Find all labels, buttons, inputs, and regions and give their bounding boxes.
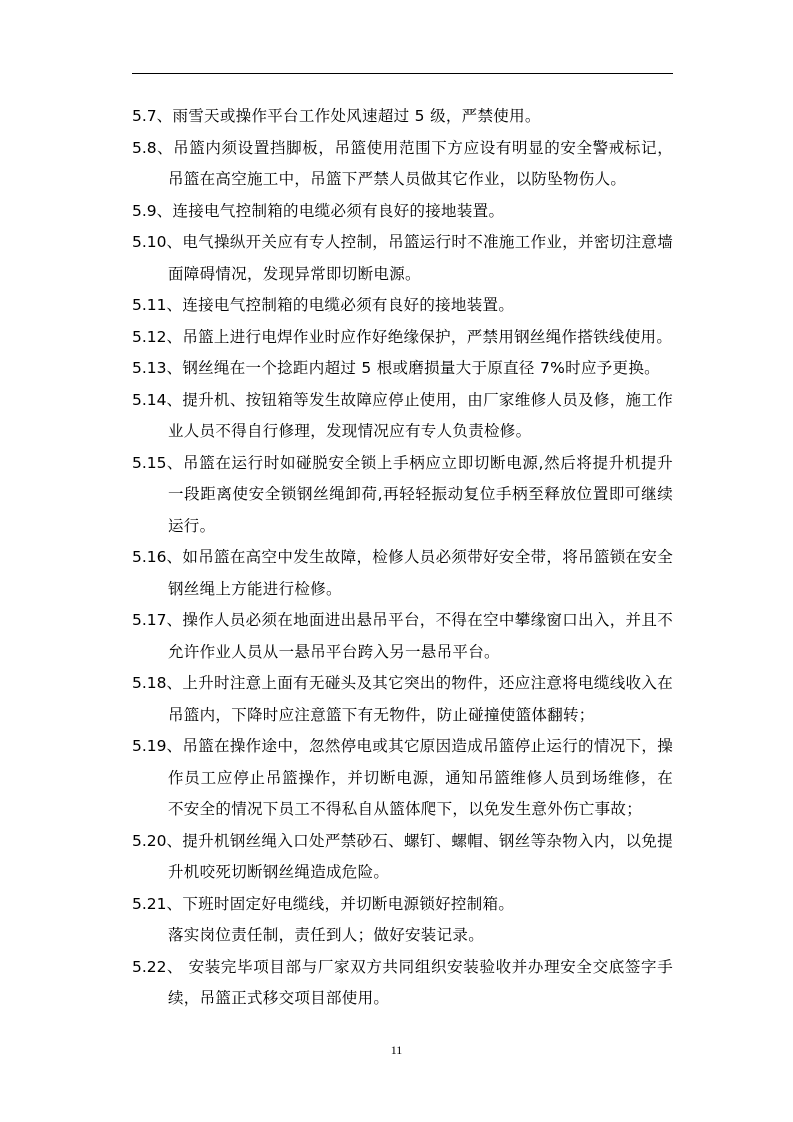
item-text: 、吊篮在运行时如碰脱安全锁上手柄应立即切断电源,然后将提升机提升一段距离使安全锁钢丝绳卸荷,再轻轻振动复位手柄至释放位置即可继续运行。 [166,453,673,535]
item-number: 5.22 [132,957,167,976]
list-item-5-14 [132,385,673,448]
item-text: 、连接电气控制箱的电缆必须有良好的接地装置。 [156,201,505,220]
list-item-5-8 [132,133,673,196]
item-text: 、雨雪天或操作平台工作处风速超过 5 级，严禁使用。 [156,107,541,125]
item-text: 、上升时注意上面有无碰头及其它突出的物件，还应注意将电缆线收入在吊篮内，下降时应注意篮下有无物件，防止碰撞使篮体翻转； [166,674,673,724]
item-number: 5.10 [132,233,167,251]
document-body [132,101,673,1015]
list-item-5-15 [132,448,673,543]
list-item-5-16 [132,542,673,605]
item-text: 、提升机、按钮箱等发生故障应停止使用，由厂家维修人员及修，施工作业人员不得自行修理，发现情况应有专人负责检修。 [166,390,673,440]
item-number: 5.14 [132,390,167,409]
list-item-5-11 [132,290,673,322]
list-item-5-13 [132,353,673,385]
header-rule [132,73,673,74]
item-text: 、吊篮内须设置挡脚板，吊篮使用范围下方应设有明显的安全警戒标记，吊篮在高空施工中，吊篮下严禁人员做其它作业，以防坠物伤人。 [156,138,673,188]
list-item-5-21 [132,889,673,921]
item-number: 5.16 [132,548,167,566]
item-text: 、提升机钢丝绳入口处严禁砂石、螺钉、螺帽、钢丝等杂物入内，以免提升机咬死切断钢丝绳造成危险。 [166,831,673,881]
note-line: 落实岗位责任制，责任到人；做好安装记录。 [168,926,485,944]
item-text: 、下班时固定好电缆线，并切断电源锁好控制箱。 [166,894,515,913]
item-number: 5.21 [132,894,167,913]
item-text: 、电气操纵开关应有专人控制，吊篮运行时不准施工作业，并密切注意墙面障碍情况，发现异常即切断电源。 [166,233,673,283]
page-number: 11 [390,1043,403,1057]
list-item-5-20 [132,826,673,889]
item-text: 、钢丝绳在一个捻距内超过 5 根或磨损量大于原直径 7%时应予更换。 [166,359,660,377]
item-number: 5.20 [132,831,167,850]
item-text: 、吊篮在操作途中，忽然停电或其它原因造成吊篮停止运行的情况下，操作员工应停止吊篮操作，并切断电源，通知吊篮维修人员到场维修，在不安全的情况下员工不得私自从篮体爬下，以免发生意外伤亡事故； [166,737,673,818]
item-number: 5.15 [132,453,167,472]
item-text: 、连接电气控制箱的电缆必须有良好的接地装置。 [166,296,515,314]
item-number: 5.18 [132,674,167,692]
item-number: 5.19 [132,737,167,755]
list-item-5-7 [132,101,673,133]
list-item-5-18 [132,668,673,731]
list-item-5-17 [132,605,673,668]
item-number: 5.11 [132,296,167,314]
item-text: 、如吊篮在高空中发生故障，检修人员必须带好安全带，将吊篮锁在安全钢丝绳上方能进行检修。 [166,548,673,598]
item-number: 5.17 [132,611,167,629]
list-item-5-19 [132,731,673,826]
list-item-5-22 [132,952,673,1015]
list-item-5-12 [132,322,673,354]
item-text: 、操作人员必须在地面进出悬吊平台，不得在空中攀缘窗口出入，并且不允许作业人员从一悬吊平台跨入另一悬吊平台。 [166,611,673,661]
item-text: 、 安装完毕项目部与厂家双方共同组织安装验收并办理安全交底签字手续，吊篮正式移交项目部使用。 [166,957,673,1007]
list-item-5-10 [132,227,673,290]
item-number: 5.9 [132,201,157,220]
item-number: 5.12 [132,327,167,346]
item-number: 5.7 [132,107,157,125]
item-number: 5.8 [132,138,157,157]
item-text: 、吊篮上进行电焊作业时应作好绝缘保护，严禁用钢丝绳作搭铁线使用。 [166,327,673,346]
item-number: 5.13 [132,359,167,377]
list-item-5-9 [132,196,673,228]
